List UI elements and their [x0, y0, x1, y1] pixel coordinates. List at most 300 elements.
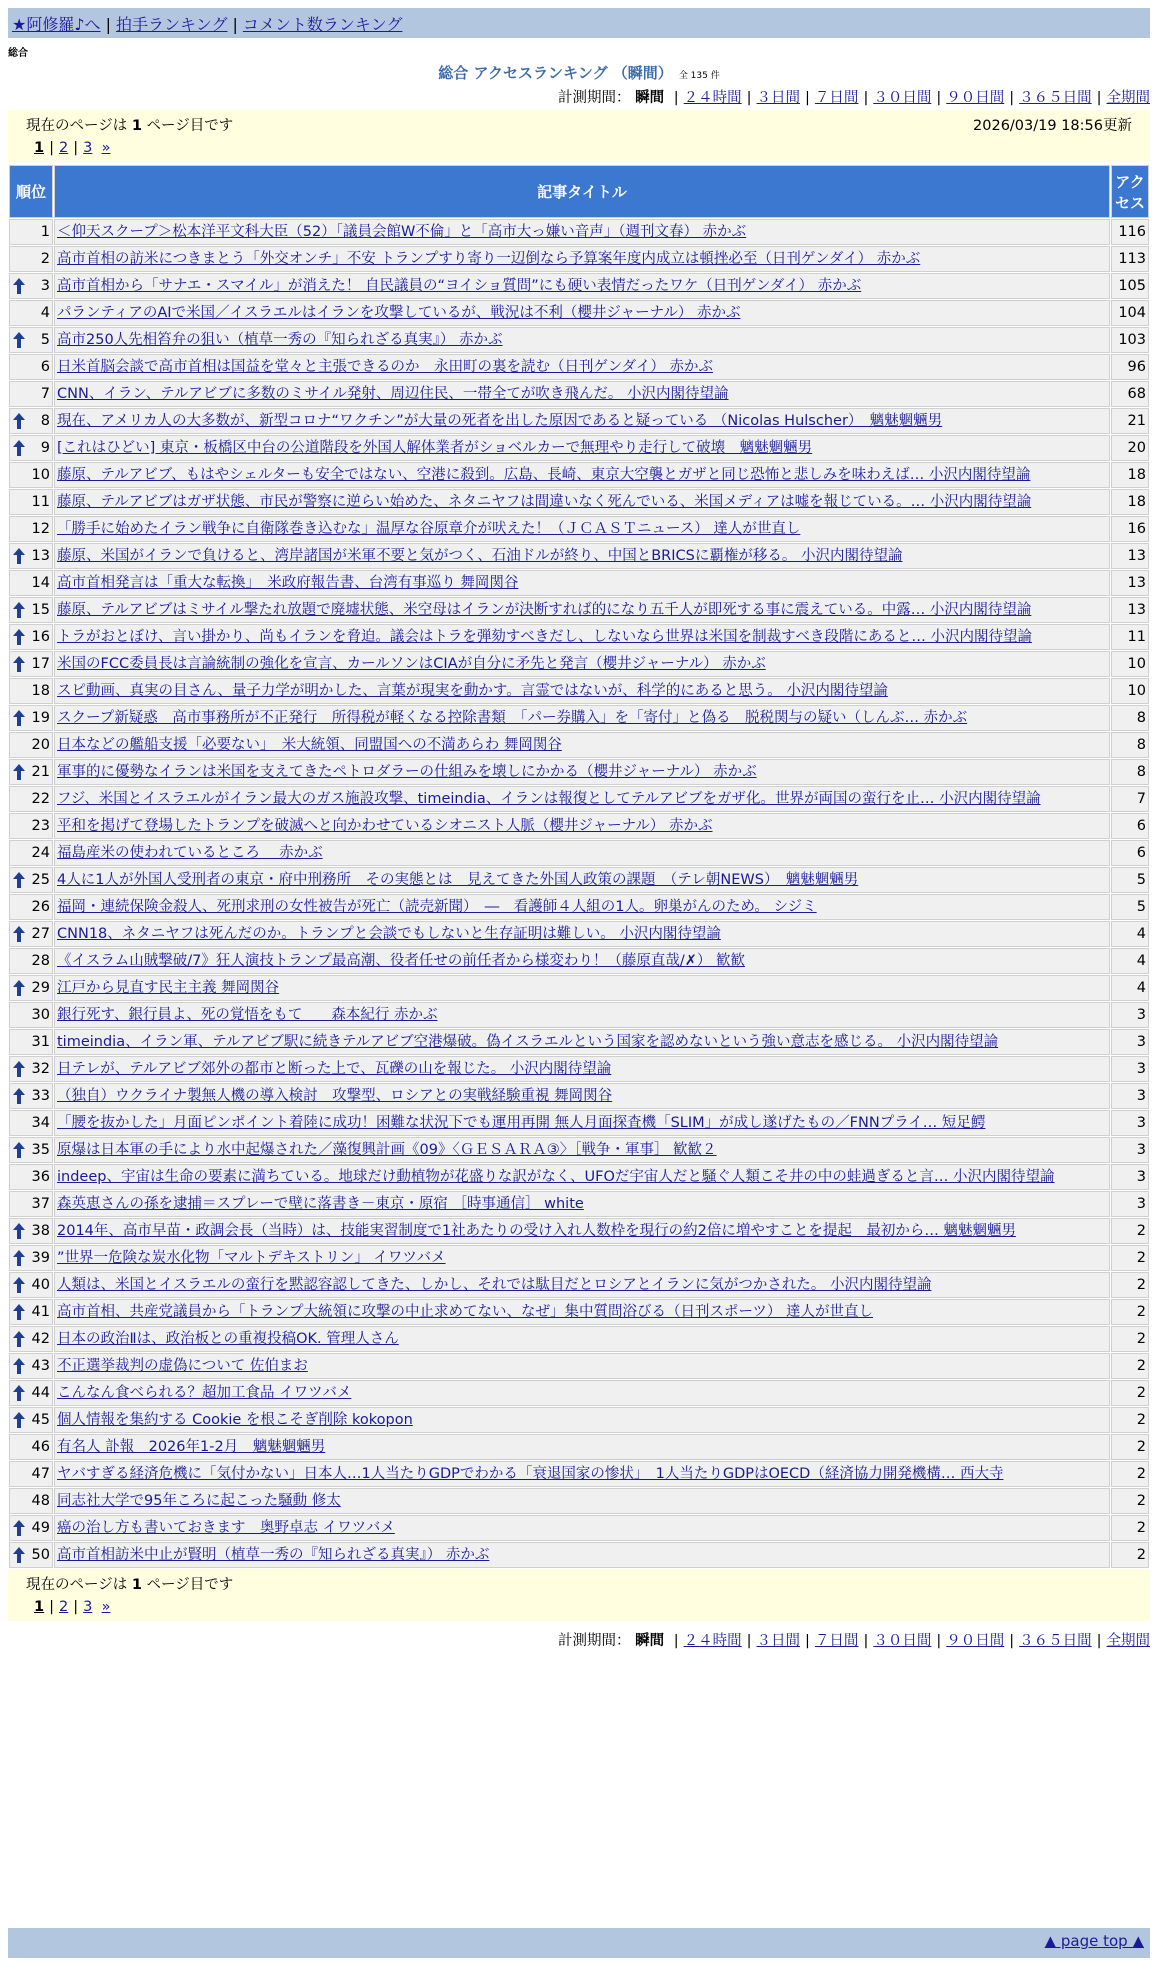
access-count: 2	[1111, 1353, 1149, 1379]
rank-cell	[9, 435, 53, 461]
rank-cell	[9, 1245, 53, 1271]
up-arrow-icon	[13, 629, 25, 645]
period-separator: |	[673, 1633, 679, 1649]
access-count: 2	[1111, 1542, 1149, 1568]
up-arrow-icon	[13, 1358, 25, 1374]
period-option-link[interactable]: ９０日間	[946, 1633, 1005, 1649]
access-count: 2	[1111, 1380, 1149, 1406]
article-title-link[interactable]: 「腰を抜かした」月面ピンポイント着陸に成功！困難な状況下でも運用再開 無人月面探査機「SLIM」が成し遂げたもの／FNNプライ… 短足鰐	[57, 1115, 986, 1131]
rank-cell	[9, 1380, 53, 1406]
title-cell	[54, 246, 1110, 272]
article-title-link[interactable]: 人類は、米国とイスラエルの蛮行を黙認容認してきた、しかし、それでは駄目だとロシアとイランに気がつかされた。 小沢内閣待望論	[57, 1277, 932, 1293]
table-row	[9, 1191, 1149, 1217]
title-cell	[54, 759, 1110, 785]
period-option-link[interactable]: ３６５日間	[1019, 1633, 1092, 1649]
period-option-link[interactable]: 全期間	[1106, 1633, 1150, 1649]
article-title-link[interactable]: 江戸から見直す民主主義 舞岡関谷	[57, 980, 280, 996]
article-title-link[interactable]: 高市首相発言は「重大な転換」 米政府報告書、台湾有事巡り 舞岡関谷	[57, 575, 519, 591]
title-cell	[54, 1218, 1110, 1244]
period-option-link[interactable]: ７日間	[814, 1633, 859, 1649]
up-arrow-icon	[13, 872, 25, 888]
table-row	[9, 381, 1149, 407]
table-row	[9, 651, 1149, 677]
up-arrow-icon	[13, 332, 25, 348]
table-row	[9, 1056, 1149, 1082]
article-title-link[interactable]: スピ動画、真実の目さん、量子力学が明かした、言葉が現実を動かす。言霊ではないが、科学的にあると思う。 小沢内閣待望論	[57, 683, 888, 699]
title-cell	[54, 1353, 1110, 1379]
rank-number: 8	[40, 413, 50, 429]
top-nav-bar	[8, 8, 1150, 38]
rank-number: 38	[31, 1223, 50, 1239]
up-arrow-icon	[13, 1331, 25, 1347]
period-option-link[interactable]: ３日間	[756, 1633, 801, 1649]
access-count: 2	[1111, 1515, 1149, 1541]
rank-cell	[9, 273, 53, 299]
table-row	[9, 975, 1149, 1001]
page-status	[26, 114, 233, 135]
title-cell	[54, 921, 1110, 947]
nav-separator: |	[105, 15, 111, 34]
title-cell	[54, 1110, 1110, 1136]
pager-separator: |	[49, 140, 54, 156]
rank-number: 47	[31, 1466, 50, 1482]
pager-next-link[interactable]: »	[101, 1599, 111, 1615]
access-count: 21	[1111, 408, 1149, 434]
table-row	[9, 1515, 1149, 1541]
title-cell	[54, 894, 1110, 920]
rank-number: 49	[31, 1520, 50, 1536]
access-count: 2	[1111, 1272, 1149, 1298]
rank-number: 6	[40, 359, 50, 375]
bottom-bar	[8, 1928, 1150, 1958]
period-separator: |	[805, 90, 810, 106]
title-cell	[54, 678, 1110, 704]
article-title-link[interactable]: 有名人 訃報 2026年1-2月 魑魅魍魎男	[57, 1439, 326, 1455]
title-cell	[54, 786, 1110, 812]
article-title-link[interactable]: 4人に1人が外国人受刑者の東京・府中刑務所 その実態とは 見えてきた外国人政策の課題 （テレ朝NEWS） 魑魅魍魎男	[57, 872, 859, 888]
header-rank: 順位	[9, 165, 53, 218]
article-title-link[interactable]: 銀行死す、銀行員よ、死の覚悟をもて 森本紀行 赤かぶ	[57, 1007, 438, 1023]
up-arrow-icon	[13, 548, 25, 564]
table-row	[9, 1407, 1149, 1433]
rank-cell	[9, 408, 53, 434]
table-row	[9, 732, 1149, 758]
article-title-link[interactable]: 高市250人先相笞弁の狙い（植草一秀の『知られざる真実』） 赤かぶ	[57, 332, 503, 348]
title-cell	[54, 1488, 1110, 1514]
rank-cell	[9, 1002, 53, 1028]
article-title-link[interactable]: CNN18、ネタニヤフは死んだのか。トランプと会談でもしないと生存証明は難しい。 小沢内閣待望論	[57, 926, 721, 942]
table-row	[9, 678, 1149, 704]
rank-number: 21	[31, 764, 50, 780]
rank-number: 22	[31, 791, 50, 807]
title-cell	[54, 570, 1110, 596]
rank-cell	[9, 975, 53, 1001]
pager-separator: |	[73, 1599, 79, 1615]
rank-number: 19	[31, 710, 50, 726]
article-title-link[interactable]: ＜仰天スクープ＞松本洋平文科大臣（52）「議員会館W不倫」と「高市大っ嫌い音声」（週刊文春） 赤かぶ	[57, 224, 747, 240]
title-cell	[54, 1083, 1110, 1109]
period-option-link[interactable]: ３０日間	[873, 90, 932, 106]
rank-cell	[9, 678, 53, 704]
rank-cell	[9, 1542, 53, 1568]
access-count: 16	[1111, 516, 1149, 542]
article-title-link[interactable]: 藤原、テルアビブはガザ状態、市民が警察に逆らい始めた、ネタニヤフは間違いなく死んでいる、米国メディアは嘘を報じている。… 小沢内閣待望論	[57, 494, 1032, 510]
access-count: 6	[1111, 840, 1149, 866]
article-title-link[interactable]: 2014年、高市早苗・政調会長（当時）は、技能実習制度で1社あたりの受け入れ人数枠を現行の約2倍に増やすことを提起 最初から… 魑魅魍魎男	[57, 1223, 1016, 1239]
access-count: 13	[1111, 543, 1149, 569]
access-count: 5	[1111, 867, 1149, 893]
article-title-link[interactable]: 軍事的に優勢なイランは米国を支えてきたペトロダラーの仕組みを壊しにかかる（櫻井ジャーナル） 赤かぶ	[57, 764, 757, 780]
table-row	[9, 813, 1149, 839]
table-row	[9, 1083, 1149, 1109]
rank-number: 4	[40, 305, 50, 321]
article-title-link[interactable]: ヤバすぎる経済危機に「気付かない」日本人…1人当たりGDPでわかる「衰退国家の惨状」 1人当たりGDPはOECD（経済協力開発機構… 西大寺	[57, 1466, 1004, 1482]
title-cell	[54, 1029, 1110, 1055]
access-count: 116	[1111, 219, 1149, 245]
page-status-after: ページ目です	[146, 1576, 234, 1593]
rank-cell	[9, 1083, 53, 1109]
rank-number: 33	[31, 1088, 50, 1104]
period-separator: |	[1096, 1633, 1102, 1649]
pagination	[26, 136, 1132, 160]
title-cell	[54, 543, 1110, 569]
article-title-link[interactable]: 平和を掲げて登場したトランプを破滅へと向かわせているシオニスト人脈（櫻井ジャーナル） 赤かぶ	[57, 818, 713, 834]
rank-number: 12	[31, 521, 50, 537]
article-title-link[interactable]: 高市首相、共産党議員から「トランプ大統領に攻撃の中止求めてない、なぜ」集中質問浴びる（日刊スポーツ） 達人が世直し	[57, 1304, 874, 1320]
table-header-row	[9, 165, 1149, 218]
page-status-before: 現在のページは	[26, 117, 128, 134]
page-top-link[interactable]: ▲ page top ▲	[1044, 1932, 1144, 1950]
rank-cell	[9, 246, 53, 272]
title-cell	[54, 840, 1110, 866]
nav-separator: |	[232, 15, 238, 34]
title-cell	[54, 273, 1110, 299]
period-option-link[interactable]: 全期間	[1106, 90, 1150, 106]
access-count: 96	[1111, 354, 1149, 380]
table-row	[9, 1353, 1149, 1379]
title-cell	[54, 354, 1110, 380]
access-count: 13	[1111, 597, 1149, 623]
article-title-link[interactable]: スクープ新疑惑 高市事務所が不正発行 所得税が軽くなる控除書類 「パー券購入」を「寄付」と偽る 脱税関与の疑い（しんぶ… 赤かぶ	[57, 710, 968, 726]
rank-number: 42	[31, 1331, 50, 1347]
access-count: 4	[1111, 921, 1149, 947]
access-count: 2	[1111, 1218, 1149, 1244]
up-arrow-icon	[13, 1061, 25, 1077]
rank-number: 43	[31, 1358, 50, 1374]
pager-page-link[interactable]: 2	[58, 140, 69, 156]
article-title-link[interactable]: 日米首脳会談で高市首相は国益を堂々と主張できるのか 永田町の裏を読む（日刊ゲンダイ） 赤かぶ	[57, 359, 713, 375]
period-option-link[interactable]: ９０日間	[946, 90, 1005, 106]
up-arrow-icon	[13, 278, 25, 294]
rank-cell	[9, 1515, 53, 1541]
table-row	[9, 1380, 1149, 1406]
period-option-link[interactable]: ２４時間	[683, 90, 742, 106]
rank-number: 31	[31, 1034, 50, 1050]
article-title-link[interactable]: 同志社大学で95年ころに起こった騒動 修太	[57, 1493, 341, 1509]
title-cell	[54, 1245, 1110, 1271]
table-row	[9, 1002, 1149, 1028]
period-separator: |	[746, 90, 752, 106]
table-row	[9, 435, 1149, 461]
pager-current-page: 1	[34, 140, 45, 156]
article-title-link[interactable]: 高市首相訪米中止が賢明（植草一秀の『知られざる真実』） 赤かぶ	[57, 1547, 490, 1563]
rank-cell	[9, 1461, 53, 1487]
rank-cell	[9, 1137, 53, 1163]
period-separator: |	[863, 90, 869, 106]
table-row	[9, 705, 1149, 731]
access-count: 3	[1111, 1083, 1149, 1109]
pager-page-link[interactable]: 2	[58, 1599, 69, 1615]
rank-number: 13	[31, 548, 50, 564]
article-title-link[interactable]: 高市首相の訪米につきまとう「外交オンチ」不安 トランプすり寄り一辺倒なら予算案年度内成立は頓挫必至（日刊ゲンダイ） 赤かぶ	[57, 251, 921, 267]
rank-number: 10	[31, 467, 50, 483]
ranking-table-body	[9, 219, 1149, 1568]
title-cell	[54, 1542, 1110, 1568]
page-status-number: 1	[131, 117, 142, 134]
article-title-link[interactable]: 不正選挙裁判の虚偽について 佐伯まお	[57, 1358, 308, 1374]
article-title-link[interactable]: （独自）ウクライナ製無人機の導入検討 攻撃型、ロシアとの実戦経験重視 舞岡関谷	[57, 1088, 613, 1104]
rank-cell	[9, 1191, 53, 1217]
table-row	[9, 354, 1149, 380]
title-cell	[54, 1380, 1110, 1406]
access-count: 2	[1111, 1299, 1149, 1325]
title-cell	[54, 624, 1110, 650]
period-option-link[interactable]: ３日間	[756, 90, 801, 106]
rank-cell	[9, 462, 53, 488]
up-arrow-icon	[13, 1223, 25, 1239]
rank-cell	[9, 300, 53, 326]
article-title-link[interactable]: 現在、アメリカ人の大多数が、新型コロナ“ワクチン”が大量の死者を出した原因であると疑っている （Nicolas Hulscher） 魑魅魍魎男	[57, 413, 943, 429]
access-count: 103	[1111, 327, 1149, 353]
article-title-link[interactable]: 日本などの艦船支援「必要ない」 米大統領、同盟国への不満あらわ 舞岡関谷	[57, 737, 562, 753]
table-row	[9, 489, 1149, 515]
access-count: 11	[1111, 624, 1149, 650]
up-arrow-icon	[13, 1142, 25, 1158]
article-title-link[interactable]: timeindia、イラン軍、テルアビブ駅に続きテルアビブ空港爆破。偽イスラエルという国家を認めないという強い意志を感じる。 小沢内閣待望論	[57, 1034, 999, 1050]
article-title-link[interactable]: 福岡・連続保険金殺人、死刑求刑の女性被告が死亡（読売新聞） ― 看護師４人組の1人。卵巣がんのため。 シジミ	[57, 899, 817, 915]
access-count: 7	[1111, 786, 1149, 812]
rank-cell	[9, 1434, 53, 1460]
period-option-link[interactable]: ３６５日間	[1019, 90, 1092, 106]
table-row	[9, 1488, 1149, 1514]
period-option-link[interactable]: ３０日間	[873, 1633, 932, 1649]
title-cell	[54, 1137, 1110, 1163]
period-separator: |	[863, 1633, 869, 1649]
title-cell	[54, 219, 1110, 245]
up-arrow-icon	[13, 1250, 25, 1266]
comment-ranking-link[interactable]: コメント数ランキング	[242, 15, 403, 34]
title-cell	[54, 516, 1110, 542]
table-row	[9, 624, 1149, 650]
access-count: 8	[1111, 759, 1149, 785]
access-count: 2	[1111, 1407, 1149, 1433]
article-title-link[interactable]: こんなん食べられる？超加工食品 イワツバメ	[57, 1385, 352, 1401]
rank-cell	[9, 219, 53, 245]
table-row	[9, 219, 1149, 245]
ranking-count: 全 135 件	[678, 71, 720, 81]
rank-cell	[9, 840, 53, 866]
period-option-link[interactable]: ７日間	[814, 90, 859, 106]
rank-cell	[9, 651, 53, 677]
pager-current-page: 1	[34, 1599, 45, 1615]
rank-number: 5	[40, 332, 50, 348]
access-count: 3	[1111, 1002, 1149, 1028]
title-cell	[54, 1191, 1110, 1217]
article-title-link[interactable]: 原爆は日本軍の手により水中起爆された／藻復興計画《09》〈ＧＥＳＡＲＡ③〉［戦争・軍事］ 歓歓２	[57, 1142, 717, 1158]
ranking-table	[8, 164, 1150, 1569]
access-count: 3	[1111, 1191, 1149, 1217]
period-options	[669, 90, 1150, 106]
rank-number: 34	[31, 1115, 50, 1131]
rank-number: 40	[31, 1277, 50, 1293]
article-title-link[interactable]: 《イスラム山賊撃破/7》狂人演技トランプ最高潮、役者任せの前任者から様変わり！（藤原直哉/✗） 歓歓	[57, 953, 745, 969]
up-arrow-icon	[13, 602, 25, 618]
table-row	[9, 786, 1149, 812]
rank-number: 41	[31, 1304, 50, 1320]
table-row	[9, 1245, 1149, 1271]
article-title-link[interactable]: 癌の治し方も書いておきます 奥野卓志 イワツバメ	[57, 1520, 395, 1536]
pager-separator: |	[49, 1599, 54, 1615]
rank-number: 9	[40, 440, 50, 456]
header-title: 記事タイトル	[54, 165, 1110, 218]
section-label: 総合	[8, 48, 28, 59]
access-count: 3	[1111, 1137, 1149, 1163]
access-count: 3	[1111, 1056, 1149, 1082]
article-title-link[interactable]: 森英恵さんの孫を逮捕＝スプレーで壁に落書き－東京・原宿 ［時事通信］ white	[57, 1196, 584, 1212]
period-separator: |	[805, 1633, 810, 1649]
pager-page-link[interactable]: 3	[83, 1599, 93, 1615]
article-title-link[interactable]: パランティアのAIで米国／イスラエルはイランを攻撃しているが、戦況は不利（櫻井ジャーナル） 赤かぶ	[57, 305, 741, 321]
title-cell	[54, 1434, 1110, 1460]
access-count: 10	[1111, 651, 1149, 677]
rank-number: 23	[31, 818, 50, 834]
article-title-link[interactable]: 藤原、テルアビブ、もはやシェルターも安全ではない、空港に殺到。広島、長崎、東京大空襲とガザと同じ恐怖と悲しみを味わえば… 小沢内閣待望論	[57, 467, 1031, 483]
access-count: 104	[1111, 300, 1149, 326]
rank-number: 18	[31, 683, 50, 699]
article-title-link[interactable]: indeep、宇宙は生命の要素に満ちている。地球だけ動植物が花盛りな訳がなく、UFOだ宇宙人だと騒ぐ人類こそ井の中の蛙過ぎると言… 小沢内閣待望論	[57, 1169, 1055, 1185]
table-row	[9, 1272, 1149, 1298]
period-label: 計測期間：	[558, 1633, 631, 1649]
rank-number: 29	[31, 980, 50, 996]
rank-number: 2	[40, 251, 50, 267]
rank-cell	[9, 732, 53, 758]
title-cell	[54, 435, 1110, 461]
rank-cell	[9, 1164, 53, 1190]
rank-cell	[9, 570, 53, 596]
table-row	[9, 1542, 1149, 1568]
rank-number: 28	[31, 953, 50, 969]
period-separator: |	[673, 90, 679, 106]
article-title-link[interactable]: フジ、米国とイスラエルがイラン最大のガス施設攻撃、timeindia、イランは報復としてテルアビブをガザ化。世界が両国の蛮行を止… 小沢内閣待望論	[57, 791, 1041, 807]
rank-cell	[9, 1056, 53, 1082]
page-status-after: ページ目です	[146, 117, 234, 134]
pager-page-link[interactable]: 3	[83, 140, 93, 156]
rank-number: 30	[31, 1007, 50, 1023]
period-separator: |	[1009, 1633, 1015, 1649]
up-arrow-icon	[13, 926, 25, 942]
rank-number: 39	[31, 1250, 50, 1266]
article-title-link[interactable]: 日テレが、テルアビブ郊外の都市と断った上で、瓦礫の山を報じた。 小沢内閣待望論	[57, 1061, 612, 1077]
rank-number: 11	[31, 494, 50, 510]
rank-number: 46	[31, 1439, 50, 1455]
table-row	[9, 1164, 1149, 1190]
period-option-link[interactable]: ２４時間	[683, 1633, 742, 1649]
rank-number: 36	[31, 1169, 50, 1185]
article-title-link[interactable]: 米国のFCC委員長は言論統制の強化を宣言、カールソンはCIAが自分に矛先と発言（櫻井ジャーナル） 赤かぶ	[57, 656, 766, 672]
title-cell	[54, 489, 1110, 515]
article-title-link[interactable]: ”世界一危険な炭水化物「マルトデキストリン」 イワツバメ	[57, 1250, 446, 1266]
access-count: 3	[1111, 1164, 1149, 1190]
rank-number: 45	[31, 1412, 50, 1428]
article-title-link[interactable]: [これはひどい] 東京・板橋区中台の公道階段を外国人解体業者がショベルカーで無理やり走行して破壊 魑魅魍魎男	[57, 440, 813, 456]
up-arrow-icon	[13, 764, 25, 780]
up-arrow-icon	[13, 413, 25, 429]
period-separator: |	[746, 1633, 752, 1649]
period-label: 計測期間：	[558, 90, 631, 106]
article-title-link[interactable]: 藤原、テルアビブはミサイル撃たれ放題で廃墟状態、米空母はイランが決断すれば的になり五千人が即死する事に震えている。中露… 小沢内閣待望論	[57, 602, 1032, 618]
ranking-title-text: 総合 アクセスランキング （瞬間）	[438, 64, 673, 82]
table-row	[9, 759, 1149, 785]
access-count: 6	[1111, 813, 1149, 839]
article-title-link[interactable]: 福島産米の使われているところ 赤かぶ	[57, 845, 323, 861]
rank-cell	[9, 597, 53, 623]
rank-cell	[9, 381, 53, 407]
title-cell	[54, 1326, 1110, 1352]
up-arrow-icon	[13, 440, 25, 456]
title-cell	[54, 705, 1110, 731]
rank-number: 26	[31, 899, 50, 915]
applause-ranking-link[interactable]: 拍手ランキング	[115, 15, 228, 34]
title-cell	[54, 381, 1110, 407]
article-title-link[interactable]: 藤原、米国がイランで負けると、湾岸諸国が米軍不要と気がつく、石油ドルが終り、中国とBRICSに覇権が移る。 小沢内閣待望論	[57, 548, 903, 564]
period-selector-top	[558, 86, 1150, 107]
article-title-link[interactable]: 日本の政治Ⅱは、政治板との重複投稿OK. 管理人さん	[57, 1331, 399, 1347]
home-link[interactable]: ★阿修羅♪へ	[12, 15, 101, 34]
table-row	[9, 1029, 1149, 1055]
rank-number: 24	[31, 845, 50, 861]
rank-number: 3	[40, 278, 50, 294]
table-row	[9, 327, 1149, 353]
rank-cell	[9, 921, 53, 947]
rank-number: 15	[31, 602, 50, 618]
rank-cell	[9, 1299, 53, 1325]
table-row	[9, 1326, 1149, 1352]
access-count: 13	[1111, 570, 1149, 596]
rank-cell	[9, 894, 53, 920]
article-title-link[interactable]: 「勝手に始めたイラン戦争に自衛隊巻き込むな」温厚な谷原章介が吠えた！（ＪＣＡＳＴニュース） 達人が世直し	[57, 521, 801, 537]
title-cell	[54, 1461, 1110, 1487]
article-title-link[interactable]: CNN、イラン、テルアビブに多数のミサイル発射、周辺住民、一帯全てが吹き飛んだ。 小沢内閣待望論	[57, 386, 729, 402]
rank-number: 50	[31, 1547, 50, 1563]
article-title-link[interactable]: 個人情報を集約する Cookie を根こそぎ削除 kokopon	[57, 1412, 413, 1428]
rank-cell	[9, 1029, 53, 1055]
article-title-link[interactable]: トラがおとぼけ、言い掛かり、尚もイランを脅迫。議会はトラを弾劾すべきだし、しないなら世界は米国を制裁すべき段階にあると… 小沢内閣待望論	[57, 629, 1032, 645]
access-count: 18	[1111, 489, 1149, 515]
rank-cell	[9, 543, 53, 569]
table-row	[9, 894, 1149, 920]
table-row	[9, 867, 1149, 893]
period-separator: |	[936, 1633, 942, 1649]
article-title-link[interactable]: 高市首相から「サナエ・スマイル」が消えた！ 自民議員の“ヨイショ質問”にも硬い表情だったワケ（日刊ゲンダイ） 赤かぶ	[57, 278, 862, 294]
rank-number: 35	[31, 1142, 50, 1158]
up-arrow-icon	[13, 1088, 25, 1104]
access-count: 18	[1111, 462, 1149, 488]
period-current: 瞬間	[635, 1633, 665, 1649]
pager-next-link[interactable]: »	[101, 140, 111, 156]
access-count: 2	[1111, 1488, 1149, 1514]
page-status	[26, 1573, 233, 1594]
table-row	[9, 408, 1149, 434]
